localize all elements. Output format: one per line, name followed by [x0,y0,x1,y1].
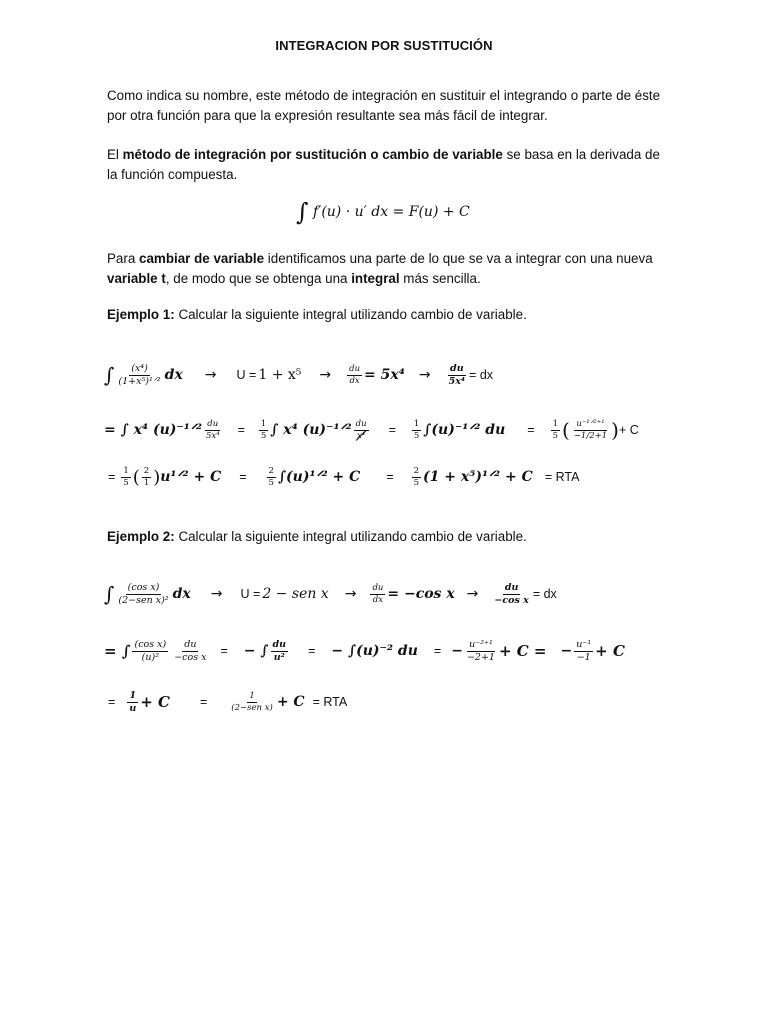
step5-coef-denominator: 5 [123,477,129,488]
equals-sign: = [388,423,396,437]
arrow-icon: → [418,367,431,383]
example1-text: Calcular la siguiente integral utilizando cambio de variable. [174,307,527,322]
step1-body: = ∫ x⁴ (u)⁻¹ᐟ² [104,422,202,438]
step5-prefix: − [560,643,573,659]
step4-fraction-denominator: −1/2+1 [573,430,608,441]
step4-coef-denominator: 5 [552,430,558,441]
p3-bold-f: integral [351,271,400,286]
step1-fraction-numerator: (cos x) [134,638,167,650]
step5-paren-fraction [142,467,151,488]
step6-fraction [127,691,138,714]
answer-label: = RTA [544,470,580,484]
example1-line1 [104,356,493,394]
step1-fraction-2 [172,640,208,663]
page-title: INTEGRACION POR SUSTITUCIÓN [275,38,493,53]
p3-text-e: , de modo que se obtenga una [165,271,352,286]
derivative-numerator: du [372,582,384,593]
step1-fraction-numerator: du [207,418,219,429]
step5-fraction-denominator: −1 [576,651,591,663]
integral-sign: ∫ [296,198,309,226]
example2-label: Ejemplo 2: [107,529,175,544]
integrand-numerator: (x⁴) [131,362,148,374]
step6-coefficient [267,467,276,488]
example1-line3 [108,458,579,496]
definition-bold-term: método de integración por sustitución o cambio de variable [122,147,503,162]
step2-fraction-numerator: du [272,638,287,650]
equals-sign: = [237,423,245,437]
p3-bold-d: variable t [107,271,166,286]
arrow-icon: → [204,367,217,383]
substitution-expression: 1 + x⁵ [258,367,302,383]
derivative-result: = 5x⁴ [364,367,405,383]
step4-fraction [465,640,497,663]
step5-coef-numerator: 1 [123,465,129,476]
step5-paren-numerator: 2 [143,465,150,476]
integral-sign: ∫ [104,582,115,606]
step1-fraction-denominator: (u)² [141,651,160,663]
step4-coef-numerator: 1 [552,418,558,429]
step1-fraction-denominator: 5x⁴ [205,430,220,441]
integrand-numerator: (cos x) [127,581,160,593]
dx-fraction-denominator: −cos x [494,594,529,606]
variable-change-paragraph [107,249,667,289]
step6-coef-denominator: 5 [268,477,274,488]
intro-paragraph: Como indica su nombre, este método de integración en sustituir el integrando o parte de éste por otra función para que la expresión resultante sea más fácil de integrar. [107,88,661,123]
p3-bold-b: cambiar de variable [139,251,265,266]
integrand-denominator: (2−sen x)² [118,594,169,606]
step7-coef-denominator: 5 [413,477,420,488]
arrow-icon: → [344,586,357,602]
step1-fraction [132,640,168,663]
equals-sign: = [527,423,535,437]
step1-fraction2-denominator: −cos x [174,651,207,663]
equals-sign: = [220,644,228,658]
step2-coef-numerator: 1 [260,418,267,429]
step1-fraction [204,420,222,441]
step5-coefficient [121,467,130,488]
step5-fraction-numerator: u⁻¹ [576,638,592,650]
step7-fraction [229,692,275,713]
p3-text-c: identificamos una parte de lo que se va a integrar con una nueva [264,251,653,266]
derivative-denominator: dx [372,594,384,605]
step5-body: u¹ᐟ² + C [160,469,222,485]
step2-coefficient [259,420,268,441]
arrow-icon: → [466,586,479,602]
dx-fraction [492,583,530,606]
derivative-fraction [347,365,362,386]
step7-fraction-denominator: (2−sen x) [231,702,273,713]
dx-term: dx [172,586,191,602]
dx-fraction-denominator: 5x⁴ [448,375,466,387]
step6-fraction-denominator: u [129,702,137,714]
equals-sign: = [108,695,116,709]
example2-text: Calcular la siguiente integral utilizando cambio de variable. [174,529,527,544]
step3-coef-numerator: 1 [413,418,420,429]
right-paren: ) [611,418,619,442]
left-paren: ( [562,418,570,442]
step2-fraction [354,420,369,441]
arrow-icon: → [210,586,223,602]
step5-end: + C [595,642,625,660]
step6-fraction-numerator: 1 [129,689,137,701]
definition-text-start: El [107,147,123,162]
constant-term: + C [618,423,639,437]
step3-coef-denominator: 5 [413,430,420,441]
step4-prefix: − [451,643,463,659]
example2-line3 [108,683,347,721]
example1-line2 [104,411,639,449]
derivative-fraction [370,584,385,605]
step7-fraction-numerator: 1 [249,690,255,701]
left-paren: ( [132,466,140,488]
step7-end: + C [276,694,305,710]
definition-paragraph [107,145,667,185]
substitution-expression: 2 − sen x [262,586,329,602]
integral-sign: ∫ [104,363,115,387]
arrow-icon: → [319,367,332,383]
equals-sign: = [386,470,394,484]
step3-body: ∫(u)⁻¹ᐟ² du [423,422,506,438]
equals-sign: = [433,644,442,658]
p3-text-g: más sencilla. [399,271,481,286]
dx-equality: = dx [469,368,494,382]
step1-prefix: = ∫ [104,642,131,660]
step5-fraction [574,640,593,663]
dx-fraction-numerator: du [450,362,464,374]
derivative-numerator: du [349,363,361,374]
step2-prefix: − ∫ [243,643,269,659]
step4-fraction-numerator: u⁻¹ᐟ²⁺¹ [576,418,605,429]
dx-term: dx [164,367,183,383]
step6-end: + C [140,693,170,711]
derivative-denominator: dx [349,375,360,386]
step2-fraction-denominator: u² [273,651,285,663]
dx-fraction [447,364,467,387]
dx-fraction-numerator: du [504,581,519,593]
example2-line1 [104,575,557,613]
p3-text-a: Para [107,251,140,266]
substitution-label: U = [236,368,257,382]
answer-label: = RTA [312,695,348,709]
example2-line2 [104,632,625,670]
equals-sign: = [239,470,247,484]
step2-fraction-denominator-cancelled: x⁴ [357,430,366,441]
step3-body: − ∫(u)⁻² du [331,643,418,659]
step2-fraction-numerator: du [355,418,367,429]
step4-fraction-numerator: u⁻²⁺¹ [469,638,493,650]
equals-sign: = [199,695,208,709]
integrand-fraction [116,583,170,606]
example1-heading [107,305,667,325]
equals-sign: = [308,644,316,658]
equals-sign: = [108,470,116,484]
step7-body: (1 + x⁵)¹ᐟ² + C [423,469,533,485]
step6-body: ∫(u)¹ᐟ² + C [277,469,361,485]
dx-equality: = dx [532,587,557,601]
definition-text-end: se basa en la derivada de la función compuesta. [107,147,660,182]
step2-body: ∫ x⁴ (u)⁻¹ᐟ² [270,422,352,438]
substitution-label: U = [240,587,261,601]
step7-coef-numerator: 2 [413,465,420,476]
step2-coef-denominator: 5 [260,430,267,441]
step1-fraction2-numerator: du [184,638,197,650]
step7-coefficient [412,467,421,488]
example2-heading [107,527,667,547]
step4-end: + C = [498,642,547,660]
step3-coefficient [412,420,421,441]
right-paren: ) [153,466,161,488]
step6-coef-numerator: 2 [268,465,274,476]
integrand-denominator: (1+x⁵)¹ᐟ² [118,375,161,387]
step2-fraction [271,640,289,663]
step5-paren-denominator: 1 [143,477,150,488]
main-formula-body: f′(u) · u′ dx = F(u) + C [312,204,470,221]
step4-fraction-denominator: −2+1 [466,651,495,663]
integrand-fraction [116,364,162,387]
derivative-result: = −cos x [387,586,455,602]
main-formula [296,198,470,226]
step4-coefficient [551,420,560,441]
example1-label: Ejemplo 1: [107,307,175,322]
step4-fraction [572,420,609,441]
